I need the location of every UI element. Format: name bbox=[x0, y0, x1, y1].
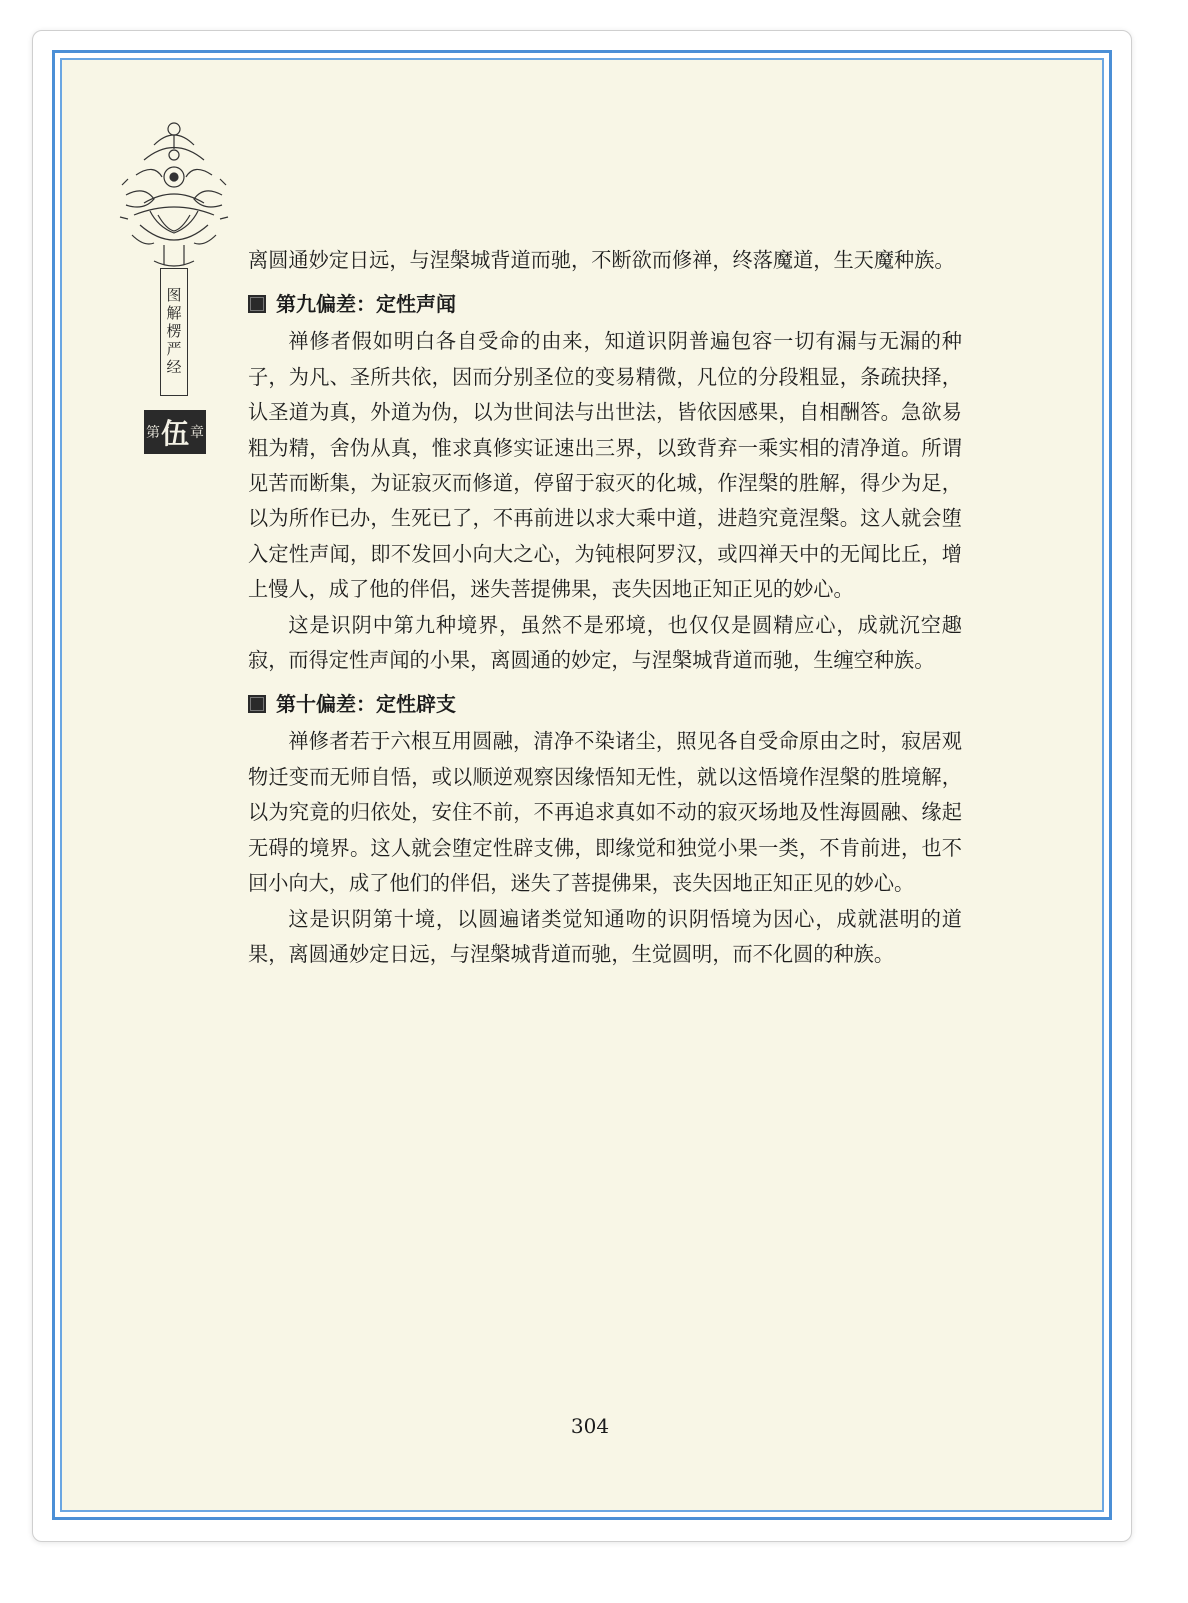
chapter-suffix: 章 bbox=[190, 425, 204, 441]
section-heading-10 bbox=[248, 686, 962, 722]
paragraph-3: 这是识阴中第九种境界，虽然不是邪境，也仅仅是圆精应心，成就沉空趣寂，而得定性声闻的小果，离圆通的妙定，与涅槃城背道而驰，生缠空种族。 bbox=[248, 612, 962, 673]
paragraph-2: 禅修者假如明白各自受命的由来，知道识阴普遍包容一切有漏与无漏的种子，为凡、圣所共依，因而分别圣位的变易精微，凡位的分段粗显，条疏抉择，认圣道为真，外道为伪，以为世间法与出世法，皆依因感果，自相酬答。急欲易粗为精，舍伪从真，惟求真修实证速出三界，以致背弃一乘实相的清净道。所谓见苦而断集，为证寂灭而修道，停留于寂灭的化城，作涅槃的胜解，得少为足，以为所作已办，生死已了，不再前进以求大乘中道，进趋究竟涅槃。这人就会堕入定性声闻，即不发回小向大之心，为钝根阿罗汉，或四禅天中的无闻比丘，增上慢人，成了他的伴侣，迷失菩提佛果，丧失因地正知正见的妙心。 bbox=[248, 329, 962, 602]
book-title-text: 图解楞严经 bbox=[164, 287, 183, 377]
square-bullet-icon bbox=[248, 295, 266, 313]
square-bullet-icon bbox=[248, 695, 266, 713]
main-text bbox=[248, 243, 962, 972]
chapter-prefix: 第 bbox=[145, 425, 160, 441]
section-heading-9-text: 第九偏差：定性声闻 bbox=[276, 292, 456, 317]
paragraph-4: 禅修者若于六根互用圆融，清净不染诸尘，照见各自受命原由之时，寂居观物迁变而无师自悟，或以顺逆观察因缘悟知无性，就以这悟境作涅槃的胜境解，以为究竟的归依处，安住不前，不再追求真如不动的寂灭场地及性海圆融、缘起无碍的境界。这人就会堕定性辟支佛，即缘觉和独觉小果一类，不肯前进，也不回小向大，成了他们的伴侣，迷失了菩提佛果，丧失因地正知正见的妙心。 bbox=[248, 729, 962, 896]
book-title-label bbox=[160, 268, 188, 396]
section-heading-9 bbox=[248, 286, 962, 322]
page-number: 304 bbox=[570, 1414, 610, 1438]
section-heading-10-text: 第十偏差：定性辟支 bbox=[276, 692, 456, 717]
chapter-number: 伍 bbox=[160, 417, 189, 450]
chapter-badge bbox=[144, 410, 206, 454]
paragraph-5: 这是识阴第十境，以圆遍诸类觉知通吻的识阴悟境为因心，成就湛明的道果，离圆通妙定日远，与涅槃城背道而驰，生觉圆明，而不化圆的种族。 bbox=[248, 906, 962, 966]
paragraph-1: 离圆通妙定日远，与涅槃城背道而驰，不断欲而修禅，终落魔道，生天魔种族。 bbox=[248, 248, 955, 272]
